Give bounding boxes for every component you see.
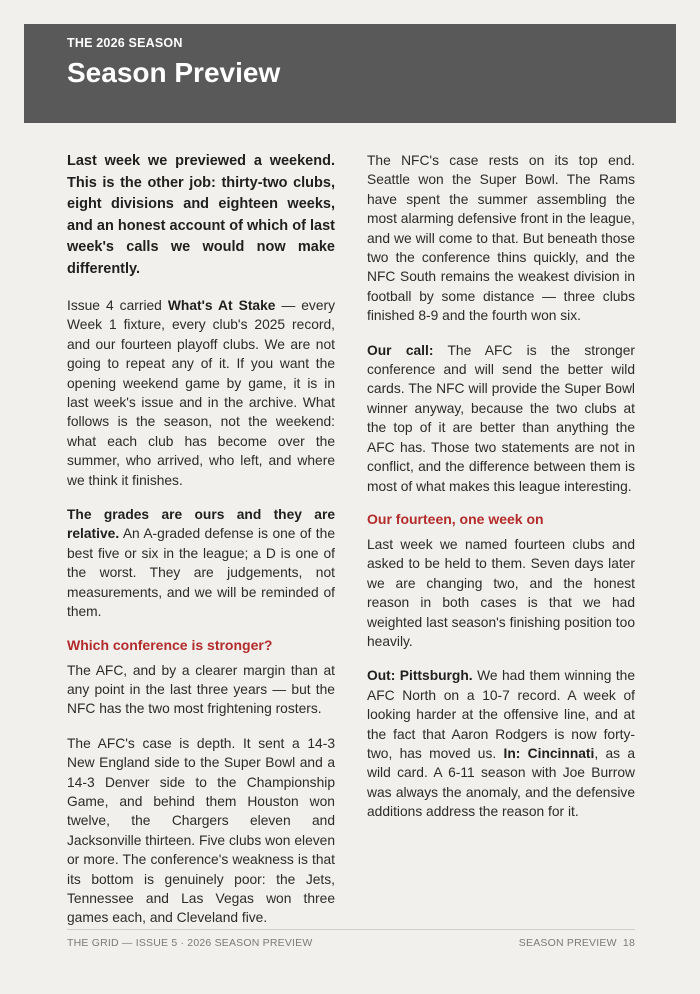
footer-publication: THE GRID — ISSUE 5 · 2026 SEASON PREVIEW xyxy=(67,937,313,949)
page-title: Season Preview xyxy=(67,57,281,88)
lede-paragraph: Last week we previewed a weekend. This is the other job: thirty-two clubs, eight divisions and eighteen weeks, and an honest account of which of last week's calls we would now make differently. xyxy=(67,153,335,277)
subheading: Which conference is stronger? xyxy=(67,636,273,653)
page-footer xyxy=(67,929,635,949)
paragraph xyxy=(67,296,335,490)
section-kicker: THE 2026 SEASON xyxy=(67,36,183,50)
bold-lead: The grades are ours and they are relative. xyxy=(67,507,335,542)
text: — every Week 1 fixture, every club's 2025 record, and our fourteen playoff clubs. We are not going to repeat any of it. If you want the opening weekend game by game, it is in last week's issue and in the archive. What follows is the season, not the weekend: what each club has become over the summer, who arrived, who left, and where we think it finishes. xyxy=(67,298,336,488)
issue-reference: What's At Stake xyxy=(167,298,276,313)
column-right xyxy=(367,151,635,943)
paragraph xyxy=(67,505,335,621)
paragraph xyxy=(367,666,635,821)
text: An A-graded defense is one of the best five or six in the league; a D is one of the worst. They are judgements, not measurements, and we will be reminded of them. xyxy=(67,526,335,620)
paragraph: Last week we named fourteen clubs and asked to be held to them. Seven days later we are changing two, and the honest reason in both cases is that we had weighted last season's finishing position too heavily. xyxy=(367,536,635,649)
paragraph: The NFC's case rests on its top end. Seattle won the Super Bowl. The Rams have spent the summer assembling the most alarming defensive front in the league, and we will come to that. But beneath those two the conference thins quickly, and the NFC South remains the weakest division in football by some distance — three clubs finished 8-9 and the fourth won six. xyxy=(367,153,635,324)
bold-lead: Out: Pittsburgh. xyxy=(367,668,473,684)
text: The AFC is the stronger conference and will send the better wild cards. The NFC will provide the Super Bowl winner anyway, because the two clubs at the top of it are better than anything the AFC has. Those two statements are not in conflict, and the difference between them is most of what makes this league interesting. xyxy=(367,342,635,494)
bold-inline: In: Cincinnati xyxy=(503,745,595,761)
text: Issue 4 carried xyxy=(67,298,168,313)
text: We had them winning the AFC North on a 10-7 record. A week of looking harder at the offensive line, and at the fact that Aaron Rodgers is now forty-two, has moved us. xyxy=(367,668,635,761)
paragraph: The AFC's case is depth. It sent a 14-3 New England side to the Super Bowl and a 14-3 Denver side to the Championship Game, and behind them Houston won twelve, the Chargers eleven and Jacksonville thirteen. Five clubs won eleven or more. The conference's weakness is that its bottom is genuinely poor: the Jets, Tennessee and Las Vegas won three games each, and Cleveland five. xyxy=(67,735,335,926)
bold-lead: Our call: xyxy=(367,342,434,358)
paragraph: The AFC, and by a clearer margin than at any point in the last three years — but the NFC has the two most frightening rosters. xyxy=(67,662,335,717)
header-banner xyxy=(24,24,676,123)
footer-page-number: SEASON PREVIEW 18 xyxy=(518,937,635,949)
text: , as a wild card. A 6-11 season with Joe Burrow was always the anomaly, and the defensive additions address the reason for it. xyxy=(367,745,635,820)
subheading: Our fourteen, one week on xyxy=(367,510,544,527)
column-left xyxy=(67,151,335,943)
article-body xyxy=(67,151,635,943)
paragraph xyxy=(367,341,635,496)
